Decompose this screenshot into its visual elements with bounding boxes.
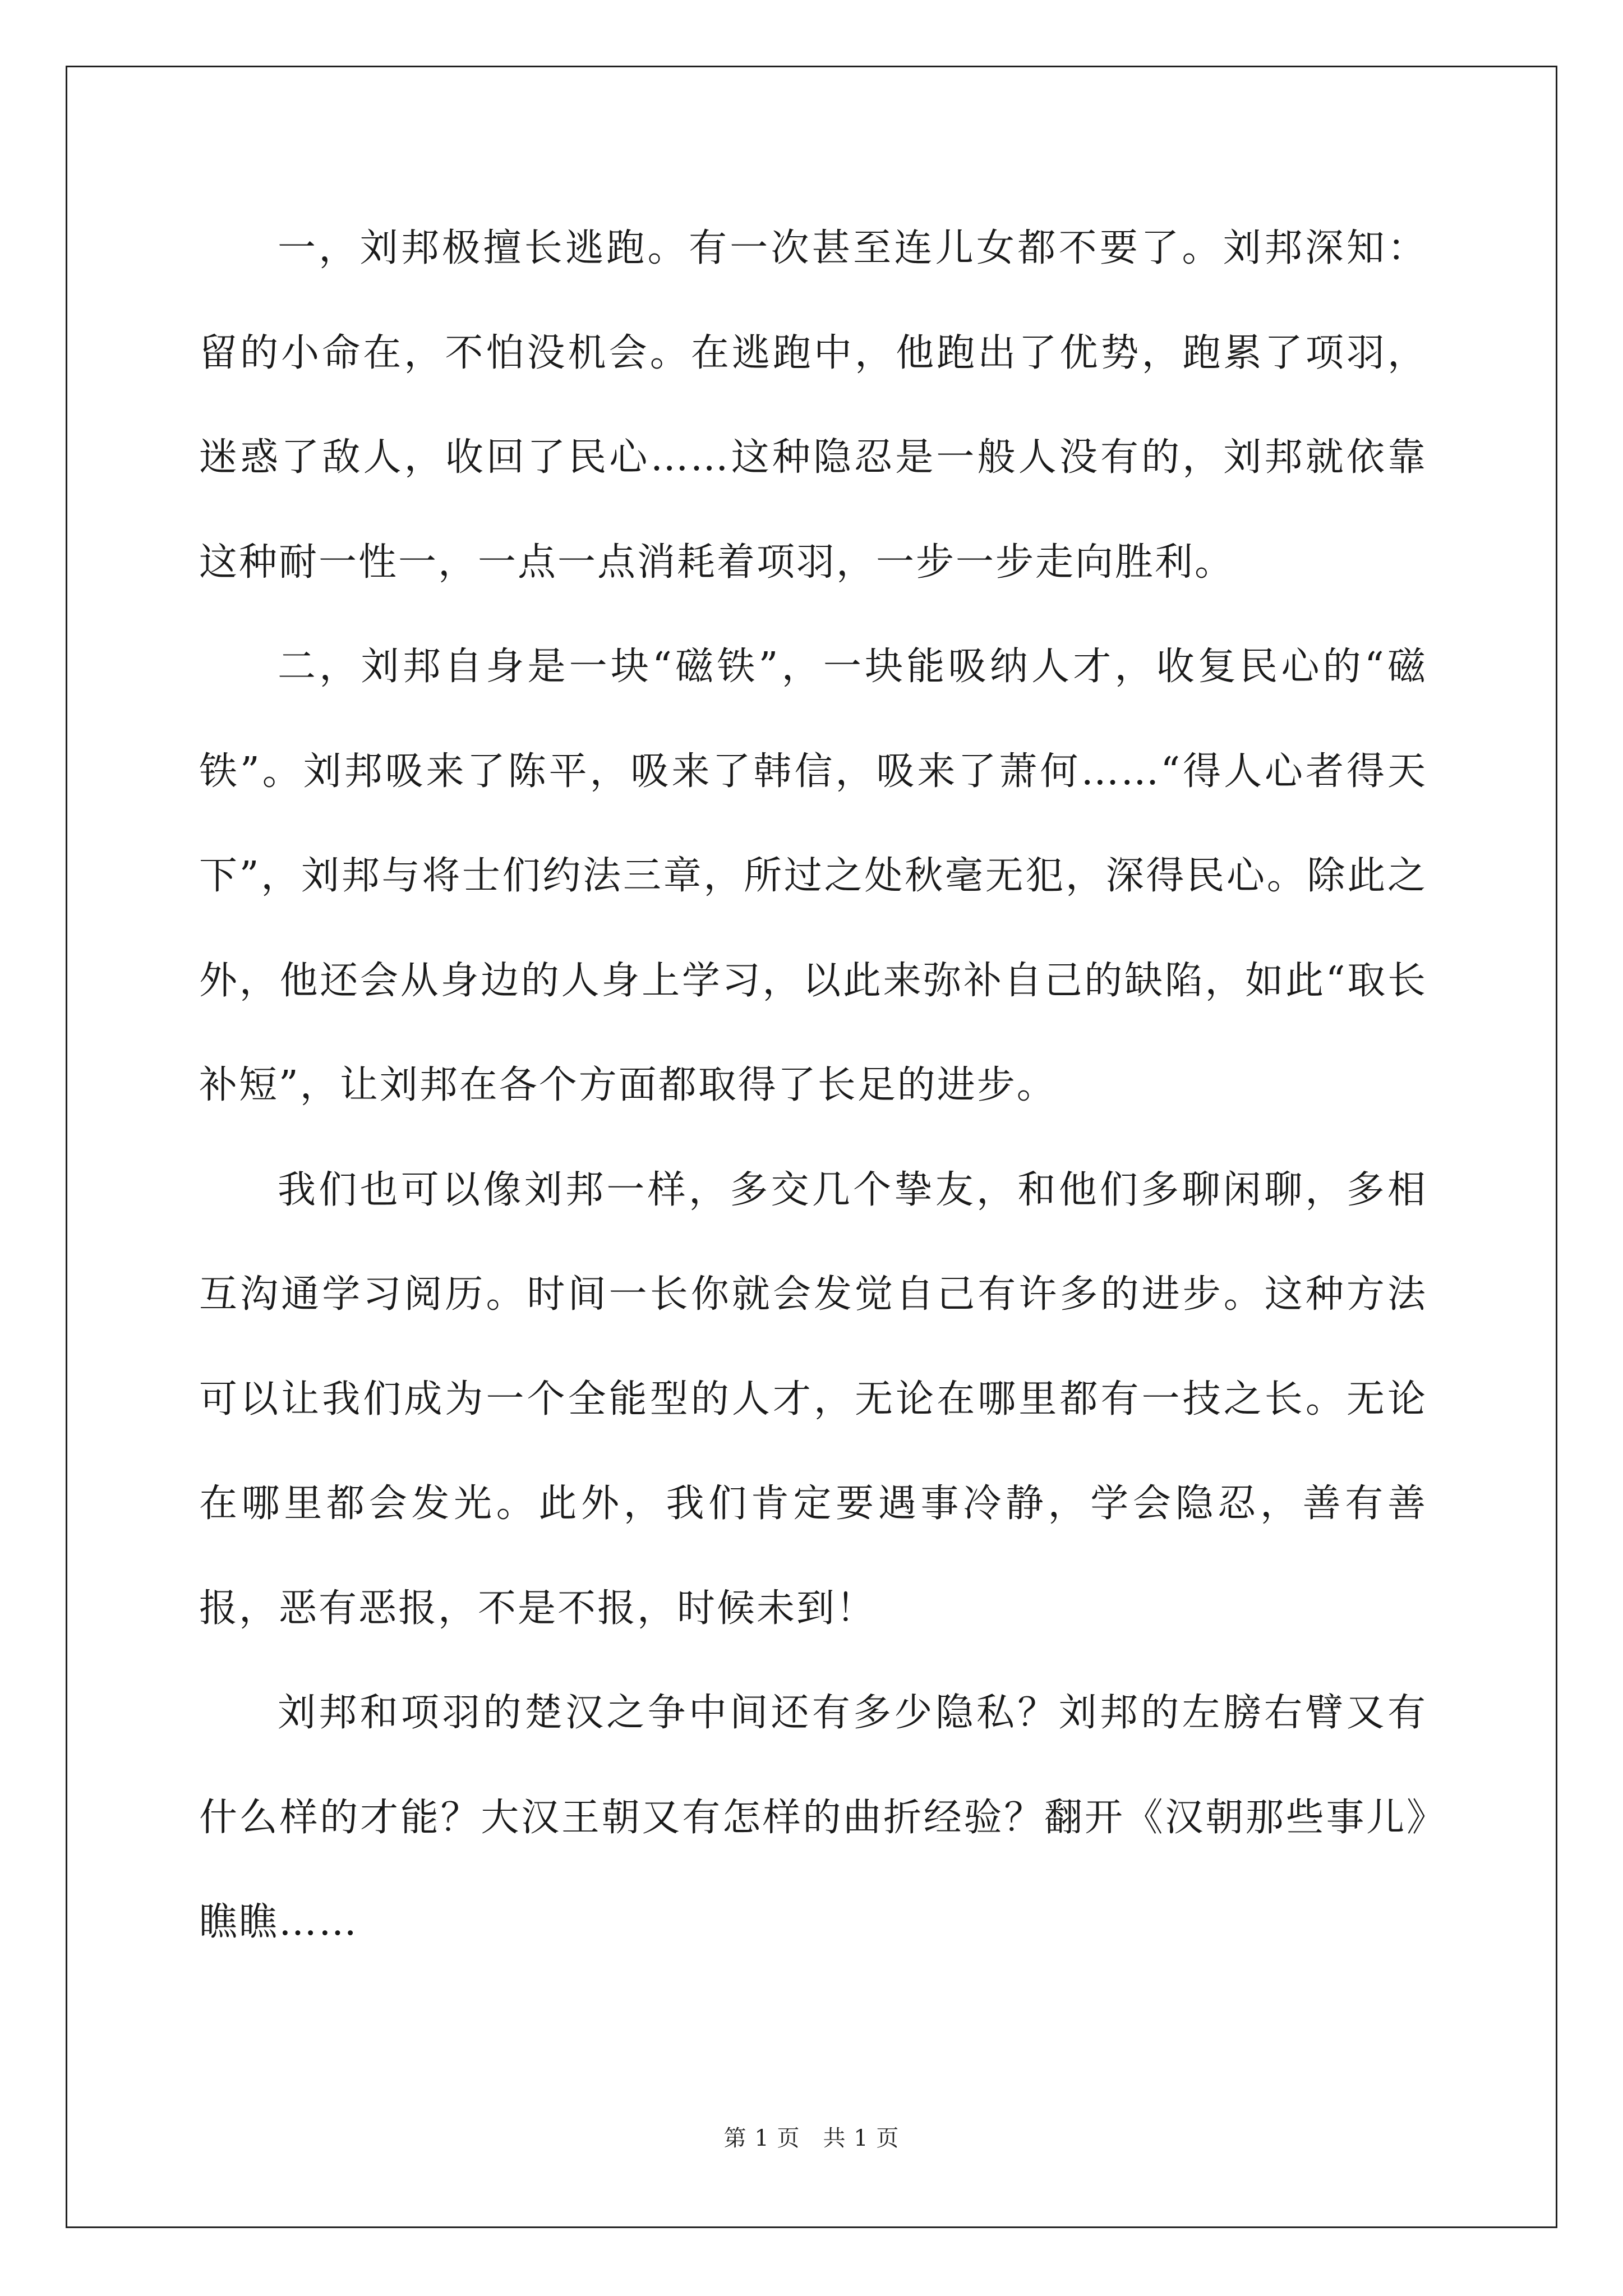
paragraph-3: 我们也可以像刘邦一样，多交几个挚友，和他们多聊闲聊，多相互沟通学习阅历。时间一长你就会发觉自己有许多的进步。这种方法可以让我们成为一个全能型的人才，无论在哪里都有一技之长。无论在哪里都会发光。此外，我们肯定要遇事冷静，学会隐忍，善有善报，恶有恶报，不是不报，时候未到！ [199,1167,1427,1631]
paragraph-2: 二，刘邦自身是一块“磁铁”，一块能吸纳人才，收复民心的“磁铁”。刘邦吸来了陈平，吸来了韩信，吸来了萧何……“得人心者得天下”，刘邦与将士们约法三章，所过之处秋毫无犯，深得民心。除此之外，他还会从身边的人身上学习，以此来弥补自己的缺陷，如此“取长补短”，让刘邦在各个方面都取得了长足的进步。 [199,645,1427,1107]
document-body [199,196,1427,1975]
paragraph-4: 刘邦和项羽的楚汉之争中间还有多少隐私？刘邦的左膀右臂又有什么样的才能？大汉王朝又有怎样的曲折经验？翻开《汉朝那些事儿》瞧瞧…… [199,1691,1427,1944]
page-number-footer: 第 1 页 共 1 页 [723,2125,900,2151]
paragraph-1: 一，刘邦极擅长逃跑。有一次甚至连儿女都不要了。刘邦深知：留的小命在，不怕没机会。在逃跑中，他跑出了优势，跑累了项羽，迷惑了敌人，收回了民心……这种隐忍是一般人没有的，刘邦就依靠这种耐一性一，一点一点消耗着项羽，一步一步走向胜利。 [199,226,1427,585]
